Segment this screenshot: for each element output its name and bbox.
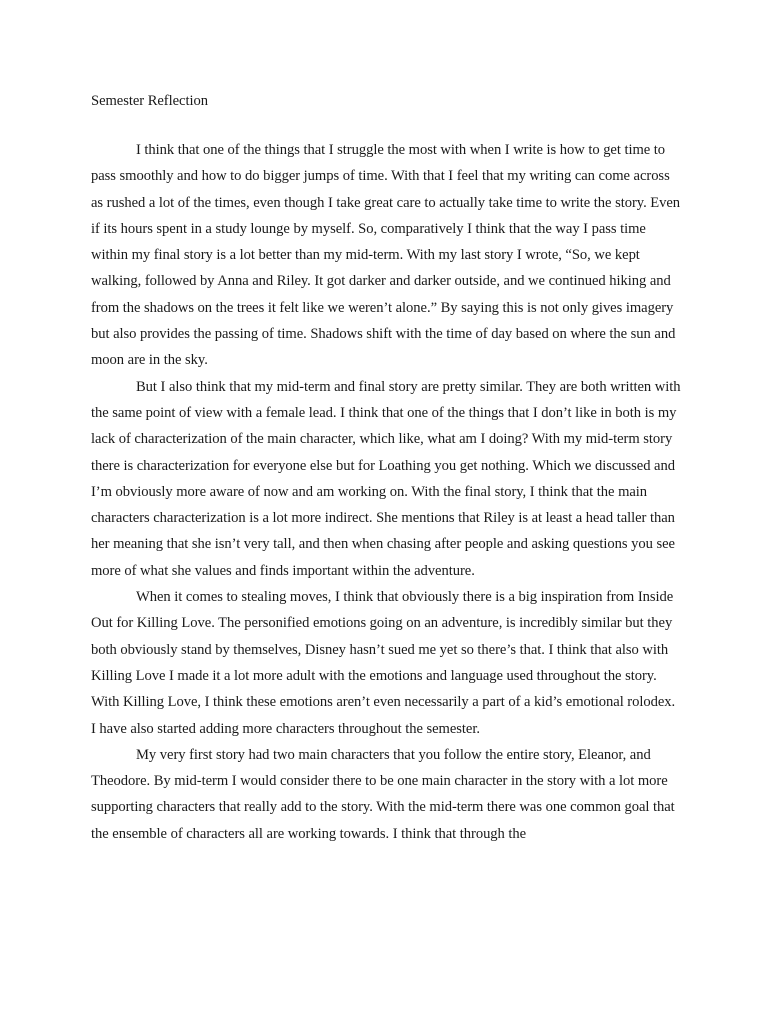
blank-line: [91, 112, 682, 137]
paragraph-2: But I also think that my mid-term and final story are pretty similar. They are both written with the same point of view with a female lead. I think that one of the things that I don’t like in both is my lack of characterization of the main character, which like, what am I doing? With my mid-term story there is characterization for everyone else but for Loathing you get nothing. Which we discussed and I’m obviously more aware of now and am working on. With the final story, I think that the main characters characterization is a lot more indirect. She mentions that Riley is at least a head taller than her meaning that she isn’t very tall, and then when chasing after people and asking questions you see more of what she values and finds important within the adventure.: [91, 378, 681, 579]
paragraph-1: I think that one of the things that I struggle the most with when I write is how to get time to pass smoothly and how to do bigger jumps of time. With that I feel that my writing can come across as rushed a lot of the times, even though I take great care to actually take time to write the story. Even if its hours spent in a study lounge by myself. So, comparatively I think that the way I pass time within my final story is a lot better than my mid-term. With my last story I wrote, “So, we kept walking, followed by Anna and Riley. It got darker and darker outside, and we continued hiking and from the shadows on the trees it felt like we weren’t alone.” By saying this is not only gives imagery but also provides the passing of time. Shadows shift with the time of day based on where the sun and moon are in the sky.: [91, 142, 681, 369]
document-title: Semester Reflection: [91, 93, 208, 109]
paragraph-4: My very first story had two main characters that you follow the entire story, Eleanor, and Theodore. By mid-term I would consider there to be one main character in the story with a lot more supporting characters that really add to the story. With the mid-term there was one common goal that the ensemble of characters all are working towards. I think that through the: [91, 746, 675, 842]
paragraph-3: When it comes to stealing moves, I think that obviously there is a big inspiration from Inside Out for Killing Love. The personified emotions going on an adventure, is incredibly similar but they both obviously stand by themselves, Disney hasn’t sued me yet so there’s that. I think that also with Killing Love I made it a lot more adult with the emotions and language used throughout the story. With Killing Love, I think these emotions aren’t even necessarily a part of a kid’s emotional rolodex. I have also started adding more characters throughout the semester.: [91, 589, 676, 737]
